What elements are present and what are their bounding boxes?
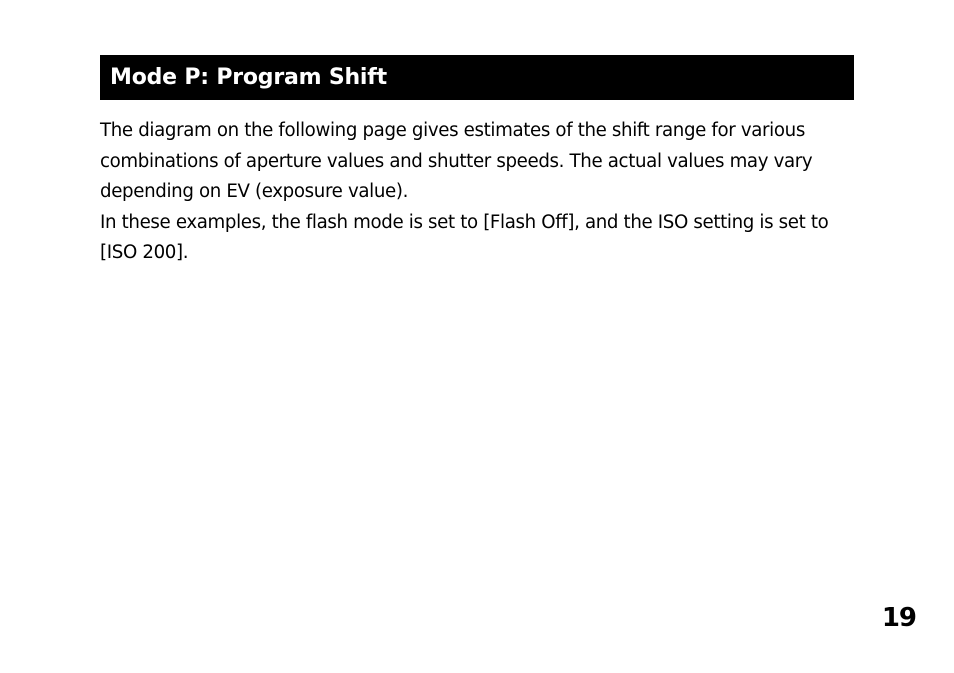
page-number: 19 [881,603,916,633]
body-text [100,116,856,269]
section-heading-bar [100,55,854,100]
section-title: Mode P: Program Shift [110,65,387,90]
paragraph-shift-range: The diagram on the following page gives estimates of the shift range for various combinations of aperture values and shutter speeds. The actual values may vary depending on EV (exposure value). [100,120,813,203]
paragraph-example-settings: In these examples, the flash mode is set to [Flash Off], and the ISO setting is set to [ISO 200]. [100,211,829,264]
